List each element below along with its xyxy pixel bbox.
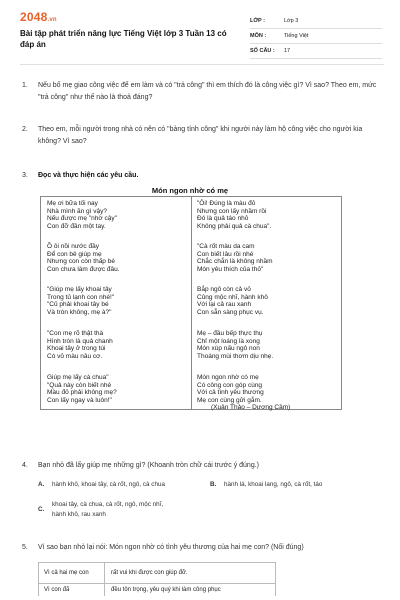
poem-line: Đó là quả táo nhỏ: [197, 215, 249, 223]
poem-line: Con sẵn sàng phục vụ.: [197, 308, 264, 316]
poem-line: "Củ phải khoai tây bé: [47, 301, 109, 309]
meta-panel: [250, 14, 382, 59]
poem-line: Củng mộc nhĩ, hành khô: [197, 293, 268, 301]
poem-stanza: [197, 243, 273, 273]
poem-stanza: [47, 243, 120, 273]
table-row: [39, 584, 275, 596]
poem-line: Mẹ ơi bữa tối nay: [47, 200, 98, 207]
poem-line: Con chưa làm được đâu.: [47, 265, 120, 273]
poem-line: Mẹ – đầu bếp thực thụ: [197, 330, 263, 337]
poem-line: Thoáng mùi thơm dịu nhẹ.: [197, 352, 274, 360]
left-cell[interactable]: Vì cả hai mẹ con: [39, 563, 105, 583]
poem-stanza: [47, 200, 117, 230]
poem-stanza: [47, 374, 117, 404]
poem-line: Con đỡ đần một tay.: [47, 222, 106, 230]
matching-table: [38, 562, 276, 596]
poem-line: Khoai tây ở trong túi: [47, 345, 106, 353]
poem-line: (Xuân Thảo – Dương Cầm): [211, 404, 291, 412]
poem-line: Để con bê giúp mẹ: [47, 250, 102, 258]
poem-line: Ồ ôi nồi nước đầy: [47, 243, 99, 250]
poem-stanza: [47, 330, 113, 360]
worksheet-page: 2048.vn Bài tập phát triển năng lực Tiếng Việt lớp 3 Tuần 13 có đáp án LỚP : Lớp 3 MÔN : Tiếng Việt SỐ CÂU : 17 1. Nếu bố mẹ giao công việc để em làm và có "trả công" thì em thích đó là công việc gì? Vì sao? Theo em, mức "trả công" như thế nào là thoả đáng? 2. Theo em, mỗi người trong nhà có nên có "bảng tính công" khi người này làm hộ công việc cho người kia không? Vì sao? 3. Đọc và thực hiện các yêu cầu. Món ngon nhờ có mẹ Mẹ ơi bữa tối nay Nhà mình ăn gì vậy? Nếu được mẹ "nhờ cậy" Con đỡ đần một tay. Ồ ôi nồi nước đầy Để con bê giúp mẹ Nhưng con còn thấp bé Con chưa làm được đâu. "Giúp mẹ lấy khoai tây Trong tủ lạnh con nhé!" "Củ phải khoai tây bé Và tròn không, mẹ à?" "Con mẹ rõ thật thà Hình tròn là quả chanh Khoai tây ở trong túi Có vỏ màu nâu cơ. Giúp mẹ lấy cà chua" "Quả này còn biết nhé Màu đỏ phải không mẹ? Con lấy ngay và luôn!" "Ôi! Đúng là màu đỏ Nhưng con lấy nhầm rồi Đó là quả táo nhỏ Không phải quả cà chua". "Cà rốt màu da cam Con biết lâu rồi nhé Chắc chắn là không nhầm Món yêu thích của thỏ" Bắp ngô còn cả vỏ Củng mộc nhĩ, hành khô Với lại cả rau xanh Con sẵn sàng phục vụ. Mẹ – đầu bếp thực thụ Chỉ một loáng là xong Món xúp nấu ngô non Thoáng mùi thơm dịu nhẹ. Món ngon nhờ có mẹ Có công con góp cùng Với cả tình yêu thương Mẹ con cùng gửi gắm. (Xuân Thảo – Dương Cầm) 4. Bạn nhỏ đã lấy giúp mẹ những gì? (Khoanh tròn chữ cái trước ý đúng.) A. hành khô, khoai tây, cà rốt, ngô, cà chua B. hành lá, khoai lang, ngô, cà rốt, táo C. khoai tây, cà chua, cà rốt, ngô, mộc nhĩ, hành khô, rau xanh 5. Vì sao bạn nhỏ lại nói: Món ngon nhờ có tình yêu thương của hai mẹ con? (Nối đúng) Vì cả hai mẹ con rất vui khi được con giúp đỡ. Vì con đã đều tôn trọng, yêu quý khi làm công phục: [0, 0, 400, 600]
poem-stanza: [197, 286, 268, 316]
poem-left-column: [41, 197, 192, 409]
left-cell[interactable]: Vì con đã: [39, 584, 105, 596]
poem-line: Với lại cả rau xanh: [197, 301, 252, 309]
poem-line: Giúp mẹ lấy cà chua": [47, 374, 109, 381]
poem-line: Con lấy ngay và luôn!": [47, 396, 112, 404]
poem-stanza: [197, 330, 273, 360]
poem-line: Nhưng con còn thấp bé: [47, 258, 115, 266]
table-row: [39, 563, 275, 584]
poem-line: Con biết lâu rồi nhé: [197, 250, 254, 258]
right-cell[interactable]: đều tôn trọng, yêu quý khi làm công phục: [111, 587, 221, 593]
poem-line: Màu đỏ phải không mẹ?: [47, 389, 117, 397]
poem-line: Với cả tình yêu thương: [197, 389, 264, 397]
poem-line: Chắc chắn là không nhầm: [197, 258, 273, 266]
meta-class: LỚP : Lớp 3: [250, 14, 382, 29]
meta-subject: MÔN : Tiếng Việt: [250, 29, 382, 44]
poem-line: "Quả này còn biết nhé: [47, 381, 112, 389]
poem-line: Nhưng con lấy nhầm rồi: [197, 207, 267, 215]
poem-line: Nếu được mẹ "nhờ cậy": [47, 215, 117, 223]
header: [0, 0, 400, 58]
site-logo[interactable]: 2048.vn: [20, 10, 57, 24]
poem-line: Món ngon nhờ có mẹ: [197, 374, 259, 381]
right-cell[interactable]: rất vui khi được con giúp đỡ.: [111, 570, 188, 576]
poem-right-column: [191, 197, 341, 412]
poem-line: Hình tròn là quả chanh: [47, 337, 113, 345]
poem-line: Nhà mình ăn gì vậy?: [47, 207, 107, 215]
poem-line: "Giúp mẹ lấy khoai tây: [47, 286, 112, 293]
poem-line: Không phải quả cà chua".: [197, 222, 272, 230]
poem-line: "Cà rốt màu da cam: [197, 243, 255, 250]
poem-stanza: [47, 286, 114, 316]
poem-title: Món ngon nhờ có mẹ: [151, 186, 229, 195]
poem-stanza: [197, 200, 271, 230]
poem-line: Chỉ một loáng là xong: [197, 337, 260, 345]
poem-line: "Ôi! Đúng là màu đỏ: [197, 200, 256, 207]
poem-stanza: [197, 374, 290, 412]
poem-line: Có công con góp cùng: [197, 381, 263, 389]
poem-line: Trong tủ lạnh con nhé!": [47, 293, 115, 301]
meta-count: SỐ CÂU : 17: [250, 44, 382, 59]
poem-line: Và tròn không, mẹ à?": [47, 308, 112, 316]
doc-title: Bài tập phát triển năng lực Tiếng Việt lớp 3 Tuần 13 có đáp án: [20, 29, 227, 49]
poem-line: Món yêu thích của thỏ": [197, 265, 264, 273]
poem-line: Có vỏ màu nâu cơ.: [47, 352, 103, 360]
poem-box: [40, 196, 342, 410]
divider: [20, 64, 384, 65]
poem-line: Món xúp nấu ngô non: [197, 345, 260, 353]
poem-line: Mẹ con cùng gửi gắm.: [197, 396, 262, 404]
poem-line: Bắp ngô còn cả vỏ: [197, 286, 251, 293]
poem-line: "Con mẹ rõ thật thà: [47, 330, 104, 337]
